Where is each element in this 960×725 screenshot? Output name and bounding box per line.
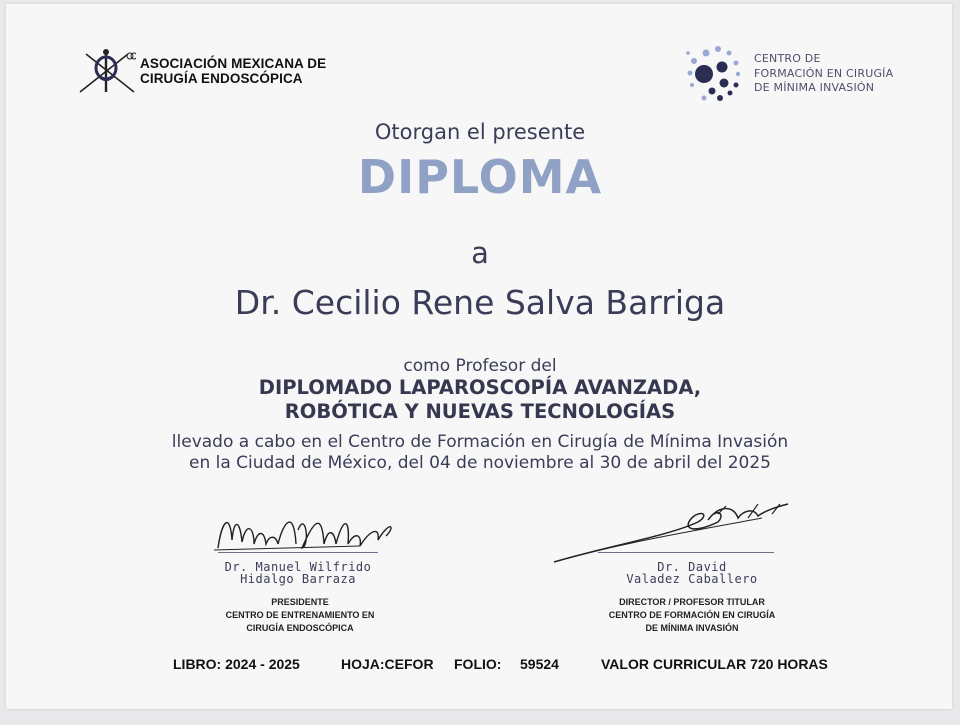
signature-line-1 [218, 552, 378, 553]
amce-logo-line1: ASOCIACIÓN MEXICANA DE [140, 56, 327, 71]
course-title [0, 376, 960, 424]
hoja-text: HOJA:CEFOR [341, 656, 434, 672]
signer-1-role-line3: CIRUGÍA ENDOSCÓPICA [246, 623, 354, 633]
cefor-logo-line3: DE MÍNIMA INVASIÓN [754, 81, 875, 95]
signer-1-role-line1: PRESIDENTE [271, 597, 329, 607]
place-line2: en la Ciudad de México, del 04 de noviembre al 30 de abril del 2025 [188, 453, 771, 473]
signer-2-name [592, 561, 792, 585]
place-text [0, 432, 960, 474]
caduceus-icon [76, 46, 136, 96]
libro-text: LIBRO: 2024 - 2025 [173, 656, 300, 672]
signer-1-name [198, 561, 398, 585]
cefor-logo-line2: FORMACIÓN EN CIRUGÍA [754, 66, 894, 80]
signer-2-role-line3: DE MÍNIMA INVASIÓN [645, 623, 739, 633]
cefor-logo [682, 41, 893, 107]
cefor-logo-line1: CENTRO DE [754, 52, 821, 66]
signature-valadez [548, 496, 798, 568]
signer-2-role-line2: CENTRO DE FORMACIÓN EN CIRUGÍA [608, 610, 776, 620]
signer-2-name-line1: Dr. David [657, 560, 727, 574]
role-line: como Profesor del [403, 356, 557, 376]
signer-1-name-line1: Dr. Manuel Wilfrido [224, 560, 372, 574]
valor-curricular-text: VALOR CURRICULAR 720 HORAS [601, 656, 828, 672]
course-title-line1: DIPLOMADO LAPAROSCOPÍA AVANZADA, [258, 376, 702, 399]
place-line1: llevado a cabo en el Centro de Formación en Cirugía de Mínima Invasión [171, 432, 789, 452]
signer-1-role-line2: CENTRO DE ENTRENAMIENTO EN [225, 610, 375, 620]
folio-value: 59524 [520, 656, 559, 672]
connector-a: a [471, 236, 489, 270]
course-title-line2: ROBÓTICA Y NUEVAS TECNOLOGÍAS [284, 400, 676, 423]
signer-1-role [200, 596, 400, 635]
signer-2-role [592, 596, 792, 635]
signer-2-name-line2: Valadez Caballero [626, 572, 758, 586]
recipient-name: Dr. Cecilio Rene Salva Barriga [234, 283, 726, 322]
signer-1-name-line2: Hidalgo Barraza [240, 572, 356, 586]
amce-logo-line2: CIRUGÍA ENDOSCÓPICA [140, 71, 303, 86]
signature-line-2 [598, 552, 774, 553]
amce-logo [76, 46, 326, 96]
folio-label: FOLIO: [454, 656, 502, 672]
intro-text: Otorgan el presente [374, 120, 586, 144]
diploma-title: DIPLOMA [357, 150, 603, 204]
signer-2-role-line1: DIRECTOR / PROFESOR TITULAR [619, 597, 765, 607]
dots-logo-icon [682, 41, 746, 107]
